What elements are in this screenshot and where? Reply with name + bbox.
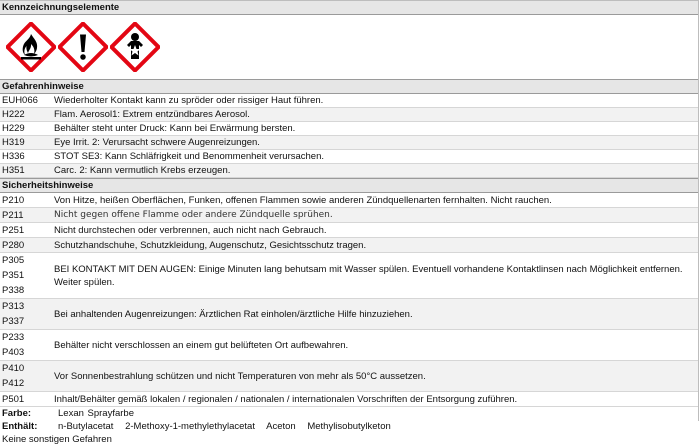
hazard-row — [0, 150, 698, 164]
hazard-row — [0, 136, 698, 150]
precaution-code: P251 — [2, 225, 25, 236]
hazard-code: H351 — [2, 165, 25, 176]
precautionary-statements — [0, 193, 698, 407]
hazard-text: Carc. 2: Kann vermutlich Krebs erzeugen. — [54, 164, 231, 176]
precaution-text: Inhalt/Behälter gemäß lokalen / regionalen / nationalen / internationalen Vorschriften der Entsorgung zuführen. — [54, 393, 518, 405]
hazard-code: H336 — [2, 151, 25, 162]
hazard-text: Wiederholter Kontakt kann zu spröder oder rissiger Haut führen. — [54, 94, 324, 106]
precaution-row — [0, 223, 698, 238]
pictogram-row — [0, 15, 698, 79]
precaution-codes — [0, 208, 54, 222]
precaution-codes — [0, 330, 54, 360]
hazard-code: H229 — [2, 123, 25, 134]
contains-label: Enthält: — [2, 421, 38, 432]
precaution-row — [0, 253, 698, 299]
precaution-text: Nicht gegen offene Flamme oder andere Zündquelle sprühen. — [54, 209, 333, 220]
hazard-code: H222 — [2, 109, 25, 120]
ghs02-flame-icon — [6, 22, 56, 72]
hazard-statements — [0, 94, 698, 178]
hazard-text: Eye Irrit. 2: Verursacht schwere Augenreizungen. — [54, 136, 260, 148]
ghs08-health-hazard-icon — [110, 22, 160, 72]
hazard-row — [0, 164, 698, 178]
section-header-labeling: Kennzeichnungselemente — [0, 0, 698, 15]
ingredient: Aceton — [266, 421, 296, 432]
precaution-row — [0, 330, 698, 361]
precaution-codes — [0, 361, 54, 391]
precaution-code: P403 — [2, 347, 25, 358]
precaution-text: BEI KONTAKT MIT DEN AUGEN: Einige Minuten lang behutsam mit Wasser spülen. Eventuell vorhandene Kontaktlinsen nach Möglichkeit entfernen. Weiter spülen. — [54, 263, 683, 288]
precaution-text: Bei anhaltenden Augenreizungen: Ärztlichen Rat einholen/ärztliche Hilfe hinzuziehen. — [54, 308, 413, 320]
precaution-code: P280 — [2, 240, 25, 251]
precaution-text: Von Hitze, heißen Oberflächen, Funken, offenen Flammen sowie anderen Zündquellenarten fernhalten. Nicht rauchen. — [54, 194, 552, 206]
precaution-code: P211 — [2, 210, 24, 221]
precaution-codes — [0, 193, 54, 207]
precaution-code: P412 — [2, 378, 25, 389]
ingredient: n-Butylacetat — [58, 421, 114, 432]
precaution-codes — [0, 238, 54, 252]
section-header-hazards: Gefahrenhinweise — [0, 79, 698, 94]
precaution-row — [0, 392, 698, 407]
hazard-code: H319 — [2, 137, 25, 148]
precaution-codes — [0, 392, 54, 406]
precaution-text: Vor Sonnenbestrahlung schützen und nicht Temperaturen von mehr als 50°C aussetzen. — [54, 370, 426, 382]
ingredient: 2-Methoxy-1-methylethylacetat — [125, 421, 255, 432]
section-header-precautions: Sicherheitshinweise — [0, 178, 698, 193]
precaution-text: Nicht durchstechen oder verbrennen, auch nicht nach Gebrauch. — [54, 224, 327, 236]
hazard-row — [0, 108, 698, 122]
precaution-code: P337 — [2, 316, 25, 327]
hazard-code: EUH066 — [2, 95, 38, 106]
precaution-text: Behälter nicht verschlossen an einem gut belüfteten Ort aufbewahren. — [54, 339, 349, 351]
precaution-code: P338 — [2, 285, 25, 296]
precaution-code: P501 — [2, 394, 25, 405]
color-label: Farbe: — [2, 408, 32, 419]
precaution-row — [0, 361, 698, 392]
precaution-row — [0, 208, 698, 223]
other-hazards: Keine sonstigen Gefahren — [2, 434, 112, 445]
precaution-code: P410 — [2, 363, 25, 374]
contains-row — [0, 420, 698, 433]
contains-value — [58, 420, 698, 433]
ghs07-exclamation-icon — [58, 22, 108, 72]
precaution-codes — [0, 299, 54, 329]
precaution-code: P351 — [2, 270, 25, 281]
hazard-text: Behälter steht unter Druck: Kann bei Erwärmung bersten. — [54, 122, 296, 134]
precaution-code: P233 — [2, 332, 25, 343]
precaution-code: P313 — [2, 301, 25, 312]
precaution-codes — [0, 253, 54, 298]
hazard-text: STOT SE3: Kann Schläfrigkeit und Benommenheit verursachen. — [54, 150, 325, 162]
precaution-row — [0, 193, 698, 208]
precaution-row — [0, 299, 698, 330]
precaution-text: Schutzhandschuhe, Schutzkleidung, Augenschutz, Gesichtsschutz tragen. — [54, 239, 367, 251]
precaution-codes — [0, 223, 54, 237]
hazard-row — [0, 94, 698, 108]
hazard-row — [0, 122, 698, 136]
precaution-row — [0, 238, 698, 253]
hazard-text: Flam. Aerosol1: Extrem entzündbares Aerosol. — [54, 108, 250, 120]
precaution-code: P210 — [2, 195, 25, 206]
ingredient: Methylisobutylketon — [307, 421, 391, 432]
precaution-code: P305 — [2, 255, 25, 266]
color-row — [0, 407, 698, 420]
color-value: Lexan Sprayfarbe — [58, 408, 134, 419]
